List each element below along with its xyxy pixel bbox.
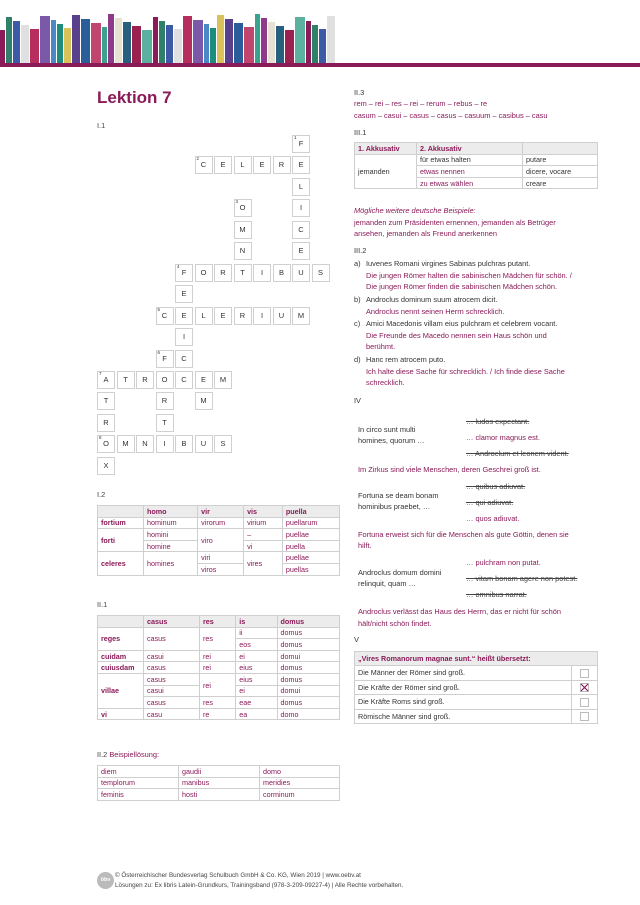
latin-stem: Androclus domum domini xyxy=(358,568,442,577)
translation: Die jungen Römer finden die sabinischen Mädchen schön. xyxy=(366,282,558,291)
table-III1 xyxy=(354,142,598,189)
header-rule xyxy=(0,63,640,67)
footer-source: Lösungen zu: Ex libris Latein-Grundkurs, Trainingsband (978-3-209-09227-4) | Alle Rechte vorbehalten. xyxy=(115,882,404,889)
crossword-cell: C xyxy=(175,371,193,389)
crossword-cell: C xyxy=(175,350,193,368)
crossword-cell: R xyxy=(214,264,232,282)
book-spine xyxy=(64,28,71,64)
crossword-cell: C 5 xyxy=(156,307,174,325)
crossword-cell: I xyxy=(253,264,271,282)
crossword-cell: L xyxy=(292,178,310,196)
crossword-cell: O 8 xyxy=(97,435,115,453)
clue-number: 3 xyxy=(235,199,239,205)
latin-sentence: Amici Macedonis villam eius pulchram et celebrem vocant. xyxy=(366,319,558,328)
section-label-III2: III.2 xyxy=(354,246,367,255)
book-spine xyxy=(210,28,216,64)
crossword-cell: B xyxy=(273,264,291,282)
table-row: casus res is domus xyxy=(98,616,340,628)
book-spine xyxy=(13,21,20,64)
section-label-III1: III.1 xyxy=(354,128,367,137)
table-row: Die Kräfte Roms sind groß. xyxy=(355,695,598,710)
crossword-cell: M xyxy=(214,371,232,389)
book-spine xyxy=(225,19,233,64)
book-spine xyxy=(268,22,275,64)
book-spine xyxy=(261,18,267,64)
book-spine xyxy=(183,16,192,64)
table-row: fortium hominum virorum virium puellarum xyxy=(98,517,340,529)
book-spine xyxy=(234,23,243,64)
option-wrong: … ludos expectant. xyxy=(466,417,530,426)
translation: Androclus verlässt das Haus des Herrn, das er nicht für schön xyxy=(358,607,561,616)
option-correct: … quos adiuvat. xyxy=(466,514,520,523)
book-spine xyxy=(91,23,101,64)
option-wrong: … omnibus narrat. xyxy=(466,590,527,599)
table-row: homo vir vis puella xyxy=(98,506,340,518)
crossword-cell: M xyxy=(234,221,252,239)
book-spine xyxy=(108,14,114,64)
latin-stem: relinquit, quam … xyxy=(358,579,416,588)
more-examples-heading: Mögliche weitere deutsche Beispiele: xyxy=(354,206,476,215)
table-row: feminis hosti corminum xyxy=(98,789,340,801)
table-row: Römische Männer sind groß. xyxy=(355,709,598,724)
checkbox[interactable] xyxy=(580,698,589,707)
latin-stem: Fortuna se deam bonam xyxy=(358,491,439,500)
section-label-I2: I.2 xyxy=(97,490,106,499)
book-spine xyxy=(142,30,152,64)
option-wrong: … vitam bonam agere non potest. xyxy=(466,574,578,583)
footer-copyright: © Österreichischer Bundesverlag Schulbuch GmbH & Co. KG, Wien 2019 | www.oebv.at xyxy=(115,872,361,879)
more-examples-line: ansehen, jemanden als Freund anerkennen xyxy=(354,229,497,238)
latin-stem: homines, quorum … xyxy=(358,436,425,445)
latin-sentence: Androclus dominum suum atrocem dicit. xyxy=(366,295,498,304)
table-row: eos domus xyxy=(98,639,340,651)
crossword-cell: B xyxy=(175,435,193,453)
book-spine xyxy=(174,29,182,64)
book-spine xyxy=(306,21,311,64)
book-spine xyxy=(217,15,224,64)
book-spine xyxy=(30,29,39,64)
crossword-cell: T xyxy=(234,264,252,282)
table-row: Die Männer der Römer sind groß. xyxy=(355,666,598,681)
latin-sentence: Hanc rem atrocem puto. xyxy=(366,355,446,364)
crossword-cell: E xyxy=(214,307,232,325)
table-row: cuiusdam casus rei eius domus xyxy=(98,662,340,674)
table-row: cuidam casui rei ei domui xyxy=(98,650,340,662)
bookshelf-header-graphic xyxy=(0,12,335,64)
book-spine xyxy=(276,26,284,64)
crossword-cell: F 1 xyxy=(292,135,310,153)
crossword-cell: E xyxy=(292,242,310,260)
crossword-cell: R xyxy=(97,414,115,432)
table-row: reges casus res ii domus xyxy=(98,627,340,639)
option-wrong: … qui adiuvat. xyxy=(466,498,514,507)
book-spine xyxy=(0,30,5,64)
clue-number: 4 xyxy=(177,263,180,269)
clue-number: 7 xyxy=(99,370,102,376)
item-letter: b) xyxy=(354,295,361,304)
clue-number: 5 xyxy=(157,306,161,312)
book-spine xyxy=(132,26,141,64)
table-II2 xyxy=(97,765,340,801)
latin-sentence: Iuvenes Romani virgines Sabinas pulchras putant. xyxy=(366,259,531,268)
table-row: templorum manibus meridies xyxy=(98,777,340,789)
crossword-cell: R xyxy=(156,392,174,410)
table-row: „Vires Romanorum magnae sunt.“ heißt übersetzt: xyxy=(355,652,598,666)
crossword-cell: U xyxy=(292,264,310,282)
book-spine xyxy=(81,19,90,64)
crossword-cell: E xyxy=(175,307,193,325)
table-II1 xyxy=(97,615,340,720)
table-row: jemanden für etwas halten putare xyxy=(355,154,598,166)
option-correct: … clamor magnus est. xyxy=(466,433,540,442)
table-row: Die Kräfte der Römer sind groß. xyxy=(355,680,598,695)
book-spine xyxy=(102,27,107,64)
book-spine xyxy=(244,27,254,64)
crossword-cell: L xyxy=(195,307,213,325)
crossword-cell: I xyxy=(292,199,310,217)
crossword-cell: S xyxy=(312,264,330,282)
crossword-cell: O xyxy=(156,371,174,389)
translation: Androclus nennt seinen Herrn schrecklich. xyxy=(366,307,505,316)
book-spine xyxy=(123,22,131,64)
crossword-cell: T xyxy=(117,371,135,389)
section-label-IV: IV xyxy=(354,396,361,405)
book-spine xyxy=(255,14,260,64)
clue-number: 2 xyxy=(196,156,200,162)
declension-res: rem – rei – res – rei – rerum – rebus – re xyxy=(354,99,488,108)
clue-number: 6 xyxy=(157,349,161,355)
crossword-cell: O xyxy=(195,264,213,282)
book-spine xyxy=(159,21,165,64)
table-row: etwas nennen dicere, vocare xyxy=(355,166,598,178)
translation: schrecklich. xyxy=(366,378,405,387)
clue-number: 1 xyxy=(294,135,297,140)
crossword-cell: R xyxy=(136,371,154,389)
translation: Die jungen Römer halten die sabinischen Mädchen für schön. / xyxy=(366,271,572,280)
section-label-I1: I.1 xyxy=(97,121,106,130)
book-spine xyxy=(72,15,80,64)
book-spine xyxy=(295,17,305,64)
table-row: vi casu re ea domo xyxy=(98,708,340,720)
option-correct: … pulchram non putat. xyxy=(466,558,541,567)
x-mark-icon xyxy=(580,683,589,692)
crossword xyxy=(97,135,333,481)
table-row: 1. Akkusativ 2. Akkusativ xyxy=(355,143,598,155)
book-spine xyxy=(153,17,158,64)
publisher-logo: öbv xyxy=(97,872,114,889)
crossword-cell: E xyxy=(175,285,193,303)
crossword-cell: S xyxy=(214,435,232,453)
table-row: celeres homines viri vires puellae xyxy=(98,552,340,564)
book-spine xyxy=(115,18,122,64)
crossword-cell: U xyxy=(195,435,213,453)
table-row: homine vi puella xyxy=(98,540,340,552)
checkbox-checked[interactable] xyxy=(580,683,589,692)
translation: Ich halte diese Sache für schrecklich. / Ich finde diese Sache xyxy=(366,367,565,376)
book-spine xyxy=(40,16,50,64)
section-label-II3: II.3 xyxy=(354,88,365,97)
translation: Fortuna erweist sich für die Menschen als gute Göttin, denen sie xyxy=(358,530,569,539)
crossword-cell: R xyxy=(234,307,252,325)
book-spine xyxy=(319,29,326,64)
book-spine xyxy=(327,16,335,64)
clue-number: 8 xyxy=(99,435,102,441)
crossword-cell: M xyxy=(117,435,135,453)
table-V xyxy=(354,651,598,724)
book-spine xyxy=(51,20,56,64)
crossword-cell: I xyxy=(175,328,193,346)
book-spine xyxy=(312,25,318,64)
crossword-cell: M xyxy=(195,392,213,410)
crossword-cell: F 6 xyxy=(156,350,174,368)
book-spine xyxy=(285,30,294,64)
table-row: viros puellas xyxy=(98,563,340,575)
table-row: villae casus rei eius domus xyxy=(98,673,340,685)
table-row: casui ei domui xyxy=(98,685,340,697)
translation: hält/nicht schön findet. xyxy=(358,619,432,628)
checkbox[interactable] xyxy=(580,669,589,678)
page-title: Lektion 7 xyxy=(97,88,172,107)
book-spine xyxy=(21,25,29,64)
translation: hilft. xyxy=(358,541,372,550)
crossword-cell: N xyxy=(136,435,154,453)
crossword-cell: O 3 xyxy=(234,199,252,217)
table-row: diem gaudii domo xyxy=(98,766,340,778)
crossword-cell: A 7 xyxy=(97,371,115,389)
crossword-cell: L xyxy=(234,156,252,174)
section-label-V: V xyxy=(354,635,359,644)
table-row: zu etwas wählen creare xyxy=(355,177,598,189)
book-spine xyxy=(166,25,173,64)
book-spine xyxy=(6,17,12,64)
crossword-cell: R xyxy=(273,156,291,174)
crossword-cell: T xyxy=(156,414,174,432)
translation: Die Freunde des Macedo nennen sein Haus schön und xyxy=(366,331,547,340)
translation: berühmt. xyxy=(366,342,396,351)
item-letter: a) xyxy=(354,259,361,268)
book-spine xyxy=(57,24,63,64)
crossword-cell: U xyxy=(273,307,291,325)
crossword-cell: E xyxy=(253,156,271,174)
crossword-cell: M xyxy=(292,307,310,325)
option-wrong: … quibus adiuvat. xyxy=(466,482,526,491)
crossword-cell: F 4 xyxy=(175,264,193,282)
crossword-cell: C xyxy=(292,221,310,239)
declension-casus: casum – casui – casus – casus – casuum – casibus – casu xyxy=(354,111,548,120)
latin-stem: In circo sunt multi xyxy=(358,425,416,434)
table-I2 xyxy=(97,505,340,576)
option-wrong: … Androclum et leonem vident. xyxy=(466,449,569,458)
section-label-II1: II.1 xyxy=(97,600,108,609)
crossword-cell: T xyxy=(97,392,115,410)
item-letter: d) xyxy=(354,355,361,364)
item-letter: c) xyxy=(354,319,361,328)
crossword-cell: N xyxy=(234,242,252,260)
latin-stem: hominibus praebet, … xyxy=(358,502,431,511)
book-spine xyxy=(204,24,209,64)
translation: Im Zirkus sind viele Menschen, deren Geschrei groß ist. xyxy=(358,465,541,474)
table-row: casus res eae domus xyxy=(98,697,340,709)
crossword-cell: E xyxy=(214,156,232,174)
crossword-cell: C 2 xyxy=(195,156,213,174)
book-spine xyxy=(193,20,203,64)
crossword-cell: X xyxy=(97,457,115,475)
crossword-cell: E xyxy=(292,156,310,174)
checkbox[interactable] xyxy=(580,712,589,721)
table-row: forti homini viro – puellae xyxy=(98,529,340,541)
crossword-cell: I xyxy=(156,435,174,453)
crossword-cell: I xyxy=(253,307,271,325)
crossword-cell: E xyxy=(195,371,213,389)
more-examples-line: jemanden zum Präsidenten ernennen, jemanden als Betrüger xyxy=(354,218,556,227)
section-label-II2: II.2 Beispiellösung: xyxy=(97,750,160,759)
